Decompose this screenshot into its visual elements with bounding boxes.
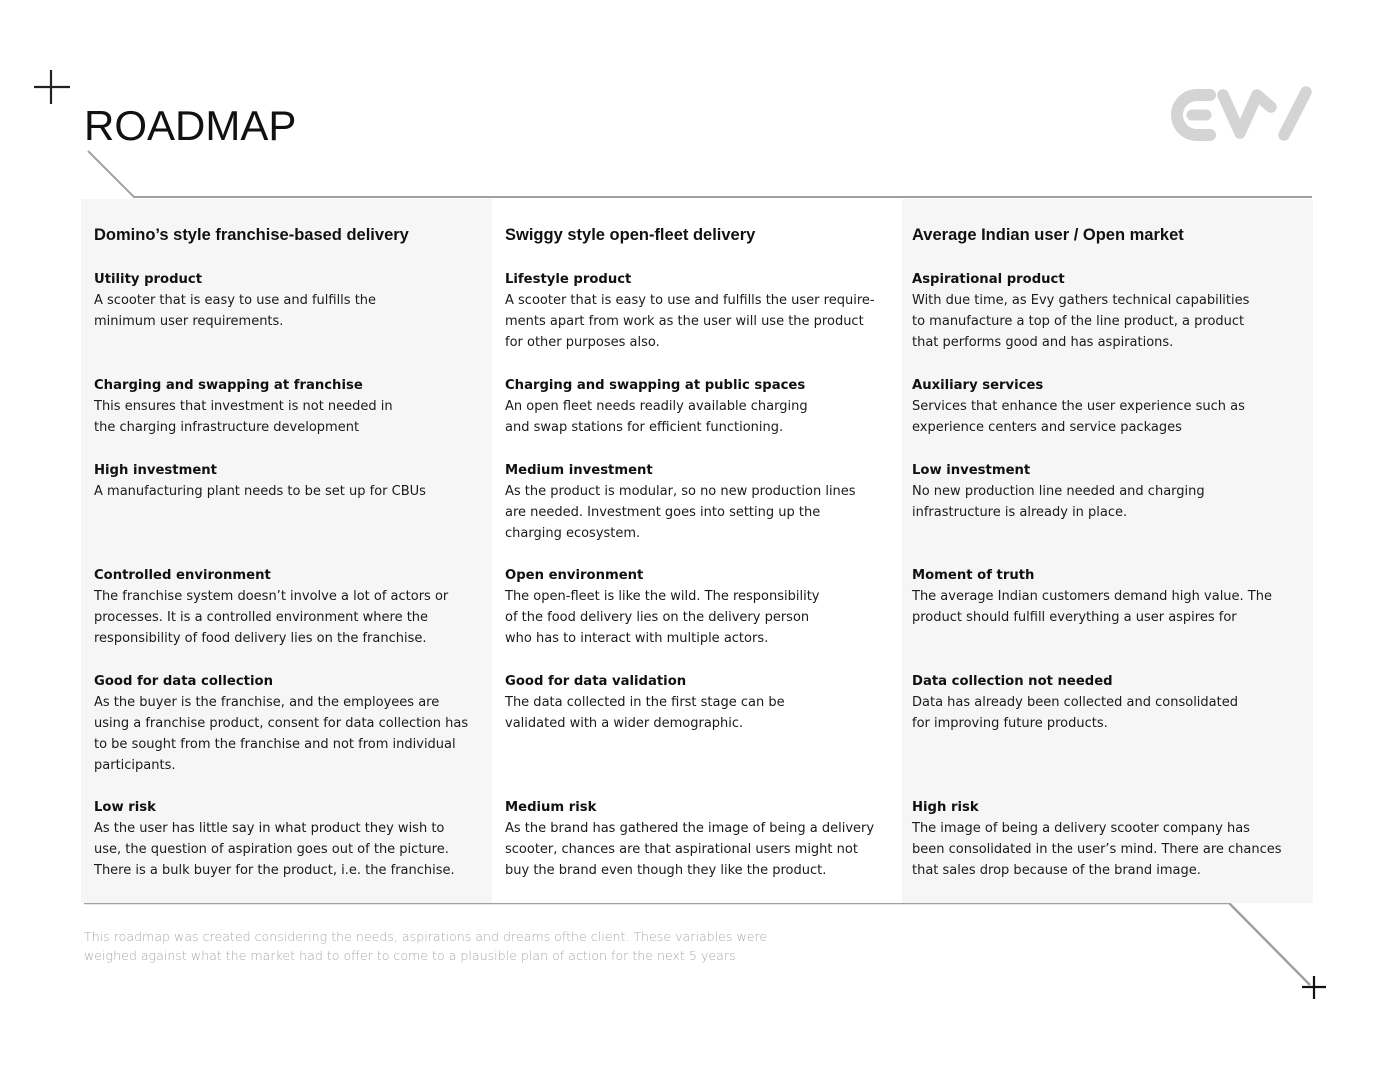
section-heading: Medium risk [505,800,597,815]
column-franchise-delivery [81,199,492,903]
section-body: No new production line needed and charging infrastructure is already in place. [912,484,1205,520]
column-title: Swiggy style open-fleet delivery [505,226,756,244]
section-controlled-environment [94,565,488,649]
section-low-risk [94,797,488,881]
section-heading: Open environment [505,568,644,583]
column-open-fleet-delivery [492,199,902,903]
section-body: Data has already been collected and consolidated for improving future products. [912,695,1238,731]
section-open-environment [505,565,898,649]
section-high-investment [94,460,488,502]
section-heading: Aspirational product [912,272,1065,287]
section-auxiliary-services [912,375,1309,438]
section-medium-investment [505,460,898,544]
column-title: Domino’s style franchise-based delivery [94,226,409,244]
section-aspirational-product [912,269,1309,353]
section-body: The image of being a delivery scooter company has been consolidated in the user’s mind. There are chances that sales drop because of the brand image. [912,821,1282,878]
section-data-collection [94,671,488,776]
section-body: As the product is modular, so no new production lines are needed. Investment goes into setting up the charging ecosystem. [505,484,856,541]
section-heading: Good for data collection [94,674,273,689]
crosshair-top-left-icon [34,70,70,104]
section-body: A manufacturing plant needs to be set up for CBUs [94,484,426,499]
section-heading: Utility product [94,272,203,287]
section-heading: Moment of truth [912,568,1035,583]
section-body: Services that enhance the user experience such as experience centers and service packages [912,399,1245,435]
section-heading: Low investment [912,463,1031,478]
column-title: Average Indian user / Open market [912,226,1184,244]
section-high-risk [912,797,1309,881]
section-low-investment [912,460,1309,523]
section-data-not-needed [912,671,1309,734]
footer-note: This roadmap was created considering the needs, aspirations and dreams ofthe client. These variables were weighed against what the market had to offer to come to a plausible plan of action for the next 5 years [84,929,768,963]
section-body: As the brand has gathered the image of being a delivery scooter, chances are that aspirational users might not buy the brand even though they like the product. [505,821,875,878]
column-open-market [902,199,1313,903]
section-heading: Good for data validation [505,674,687,689]
section-charging-public [505,375,898,438]
section-body: This ensures that investment is not needed in the charging infrastructure development [94,399,393,435]
section-lifestyle-product [505,269,898,353]
section-body: The data collected in the first stage can be validated with a wider demographic. [505,695,785,731]
section-body: A scooter that is easy to use and fulfills the minimum user requirements. [94,293,377,329]
section-heading: Medium investment [505,463,653,478]
page-title: ROADMAP [84,102,297,149]
section-body: A scooter that is easy to use and fulfills the user require- ments apart from work as the user will use the product for other purposes also. [505,293,875,350]
section-heading: Charging and swapping at public spaces [505,378,806,393]
evy-logo [1170,85,1316,143]
section-charging-franchise [94,375,488,438]
section-body: As the user has little say in what product they wish to use, the question of aspiration goes out of the picture. There is a bulk buyer for the product, i.e. the franchise. [94,821,455,878]
section-heading: Low risk [94,800,156,815]
section-body: The average Indian customers demand high value. The product should fulfill everything a user aspires for [912,589,1272,625]
section-heading: Charging and swapping at franchise [94,378,363,393]
section-heading: Controlled environment [94,568,271,583]
section-utility-product [94,269,488,332]
section-body: The franchise system doesn’t involve a lot of actors or processes. It is a controlled environment where the responsibility of food delivery lies on the franchise. [94,589,449,646]
section-body: An open fleet needs readily available charging and swap stations for efficient functioning. [505,399,808,435]
section-medium-risk [505,797,898,881]
section-heading: Lifestyle product [505,272,632,287]
section-body: The open-fleet is like the wild. The responsibility of the food delivery lies on the delivery person who has to interact with multiple actors. [505,589,820,646]
section-body: With due time, as Evy gathers technical capabilities to manufacture a top of the line product, a product that performs good and has aspirations. [912,293,1250,350]
top-divider-line [88,151,1312,197]
section-moment-of-truth [912,565,1309,628]
section-heading: High risk [912,800,979,815]
section-heading: Data collection not needed [912,674,1113,689]
section-data-validation [505,671,898,734]
section-body: As the buyer is the franchise, and the employees are using a franchise product, consent for data collection has to be sought from the franchise and not from individual participants. [94,695,469,773]
section-heading: High investment [94,463,217,478]
section-heading: Auxiliary services [912,378,1044,393]
